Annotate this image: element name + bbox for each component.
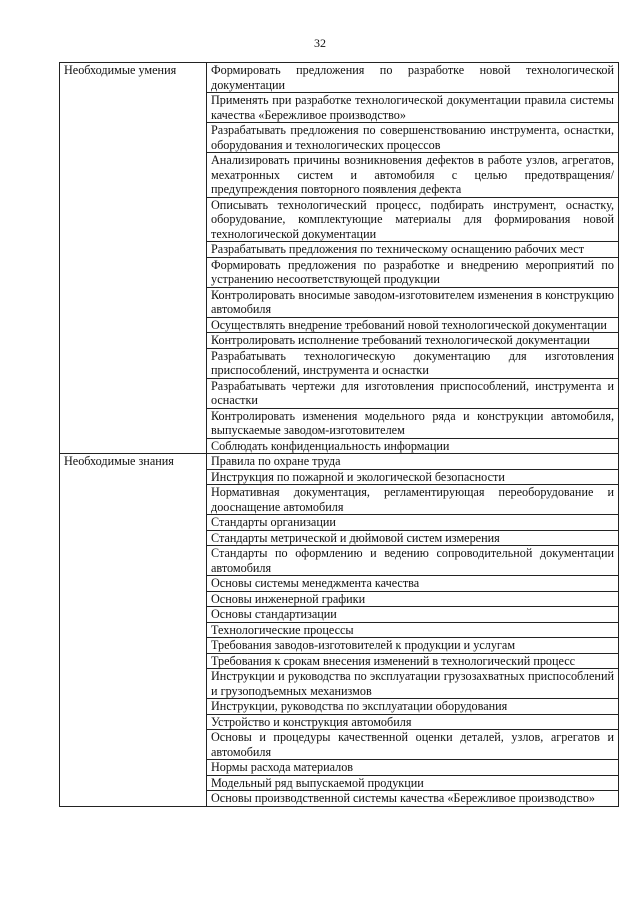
table-row: [60, 63, 619, 93]
requirement-item: Осуществлять внедрение требований новой технологической документации: [207, 317, 619, 333]
requirement-item: Инструкции, руководства по эксплуатации оборудования: [207, 699, 619, 715]
requirement-item: Контролировать исполнение требований технологической документации: [207, 333, 619, 349]
requirement-item: Формировать предложения по разработке и внедрению мероприятий по устранению несоответствующей продукции: [207, 257, 619, 287]
page-number: 32: [314, 36, 326, 50]
section-title: Необходимые умения: [60, 63, 207, 454]
requirement-item: Нормативная документация, регламентирующая переоборудование и дооснащение автомобиля: [207, 485, 619, 515]
requirement-item: Формировать предложения по разработке новой технологической документации: [207, 63, 619, 93]
requirement-item: Разрабатывать предложения по совершенствованию инструмента, оснастки, оборудования и технологических процессов: [207, 123, 619, 153]
requirement-item: Анализировать причины возникновения дефектов в работе узлов, агрегатов, мехатронных систем и автомобиля с целью предотвращения/предупреждения повторного появления дефекта: [207, 153, 619, 198]
requirement-item: Правила по охране труда: [207, 454, 619, 470]
requirement-item: Требования к срокам внесения изменений в технологический процесс: [207, 653, 619, 669]
requirement-item: Стандарты организации: [207, 515, 619, 531]
requirement-item: Основы инженерной графики: [207, 591, 619, 607]
requirement-item: Стандарты по оформлению и ведению сопроводительной документации автомобиля: [207, 546, 619, 576]
requirement-item: Описывать технологический процесс, подбирать инструмент, оснастку, оборудование, комплектующие материалы для формирования новой технологической документации: [207, 197, 619, 242]
requirement-item: Контролировать вносимые заводом-изготовителем изменения в конструкцию автомобиля: [207, 287, 619, 317]
requirements-table: [59, 62, 619, 807]
requirement-item: Разрабатывать предложения по техническому оснащению рабочих мест: [207, 242, 619, 258]
requirement-item: Инструкции и руководства по эксплуатации грузозахватных приспособлений и грузоподъемных механизмов: [207, 669, 619, 699]
requirement-item: Стандарты метрической и дюймовой систем измерения: [207, 530, 619, 546]
requirement-item: Разрабатывать технологическую документацию для изготовления приспособлений, инструмента и оснастки: [207, 348, 619, 378]
requirements-table-body: [60, 63, 619, 807]
requirement-item: Модельный ряд выпускаемой продукции: [207, 775, 619, 791]
requirement-item: Основы и процедуры качественной оценки деталей, узлов, агрегатов и автомобиля: [207, 730, 619, 760]
requirement-item: Основы системы менеджмента качества: [207, 576, 619, 592]
requirement-item: Разрабатывать чертежи для изготовления приспособлений, инструмента и оснастки: [207, 378, 619, 408]
requirement-item: Требования заводов-изготовителей к продукции и услугам: [207, 638, 619, 654]
requirement-item: Соблюдать конфиденциальность информации: [207, 438, 619, 454]
requirement-item: Нормы расхода материалов: [207, 760, 619, 776]
requirement-item: Инструкция по пожарной и экологической безопасности: [207, 469, 619, 485]
section-title: Необходимые знания: [60, 454, 207, 807]
table-row: [60, 454, 619, 470]
requirement-item: Применять при разработке технологической документации правила системы качества «Бережливое производство»: [207, 93, 619, 123]
requirement-item: Технологические процессы: [207, 622, 619, 638]
requirement-item: Контролировать изменения модельного ряда и конструкции автомобиля, выпускаемые заводом-изготовителем: [207, 408, 619, 438]
requirement-item: Основы стандартизации: [207, 607, 619, 623]
requirement-item: Основы производственной системы качества «Бережливое производство»: [207, 791, 619, 807]
requirement-item: Устройство и конструкция автомобиля: [207, 714, 619, 730]
